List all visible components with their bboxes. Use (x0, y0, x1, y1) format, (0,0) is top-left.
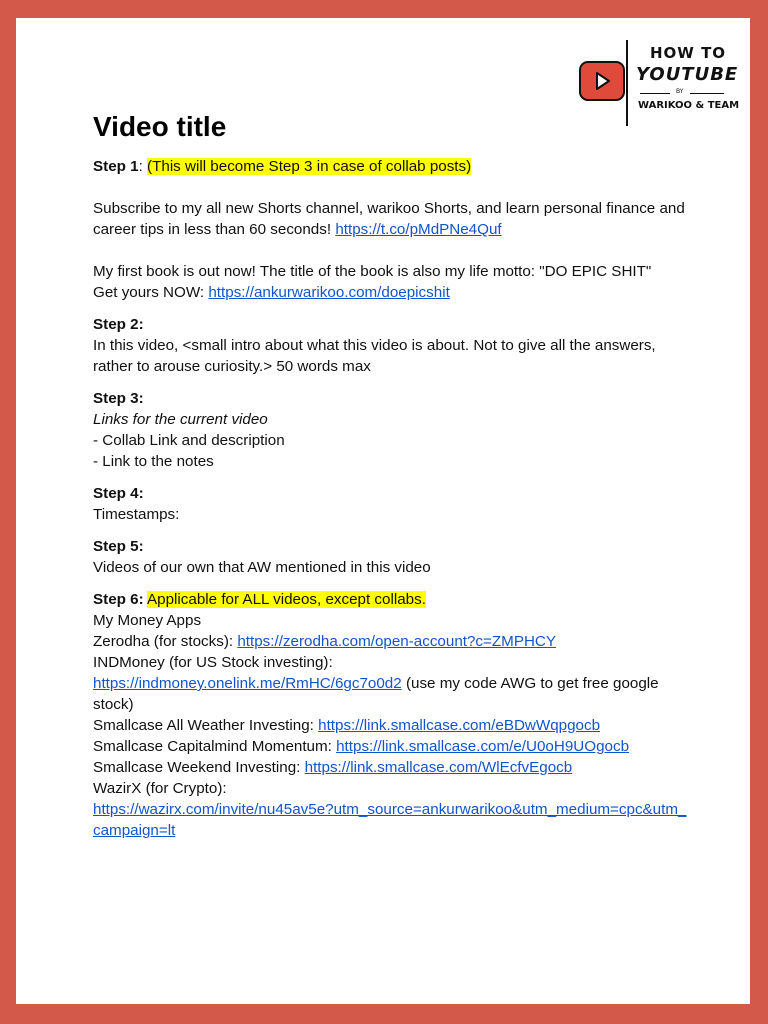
step5-block (93, 536, 693, 578)
smallcase-weather-label: Smallcase All Weather Investing: (93, 717, 314, 734)
video-title: Video title (93, 111, 227, 142)
shorts-link[interactable]: https://t.co/pMdPNe4Quf (335, 221, 502, 238)
indmoney-suffix: (use my code AWG to get free google stock) (93, 675, 659, 713)
logo-by: BY (676, 88, 684, 95)
smallcase-momentum-link[interactable]: https://link.smallcase.com/e/U0oH9UOgocb (336, 738, 630, 755)
step6-block (93, 589, 693, 841)
step1-book-paragraph (93, 261, 693, 303)
book-text: My first book is out now! The title of the book is also my life motto: "DO EPIC SHIT" (93, 263, 652, 280)
step4-label: Step 4: (93, 485, 144, 502)
step3-item-notes: - Link to the notes (93, 453, 214, 470)
step1-heading: Step 1: (This will become Step 3 in case of collab posts) (93, 158, 472, 175)
step2-text: In this video, <small intro about what this video is about. Not to give all the answers, rather to arouse curiosity.> 50 words max (93, 337, 656, 375)
document-page (16, 18, 750, 1004)
step1-note: (This will become Step 3 in case of collab posts) (147, 158, 472, 175)
money-apps-heading: My Money Apps (93, 612, 202, 629)
book-link[interactable]: https://ankurwarikoo.com/doepicshit (208, 284, 450, 301)
step6-label: Step 6: (93, 591, 144, 608)
step1-label: Step 1 (93, 158, 139, 175)
shorts-text: Subscribe to my all new Shorts channel, warikoo Shorts, and learn personal finance and career tips in less than 60 seconds! (93, 200, 685, 238)
step4-block (93, 483, 693, 525)
step3-block (93, 388, 693, 472)
wazirx-link[interactable]: https://wazirx.com/invite/nu45av5e?utm_source=ankurwarikoo&utm_medium=cpc&utm_campaign=lt (93, 801, 687, 839)
step2-label: Step 2: (93, 316, 144, 333)
smallcase-momentum-label: Smallcase Capitalmind Momentum: (93, 738, 332, 755)
step5-text: Videos of our own that AW mentioned in this video (93, 559, 431, 576)
step6-note: Applicable for ALL videos, except collabs. (147, 591, 426, 608)
step3-item-collab: - Collab Link and description (93, 432, 285, 449)
play-button-icon (578, 58, 626, 106)
logo-rule-right (690, 93, 724, 94)
step5-label: Step 5: (93, 538, 144, 555)
step3-label: Step 3: (93, 390, 144, 407)
logo-rule-left (640, 93, 670, 94)
logo-line2: YOUTUBE (636, 64, 739, 85)
smallcase-weekend-label: Smallcase Weekend Investing: (93, 759, 301, 776)
indmoney-link[interactable]: https://indmoney.onelink.me/RmHC/6gc7o0d2 (93, 675, 402, 692)
smallcase-weather-link[interactable]: https://link.smallcase.com/eBDwWqpgocb (318, 717, 601, 734)
document-content (93, 110, 693, 862)
book-get-text: Get yours NOW: (93, 284, 205, 301)
zerodha-link[interactable]: https://zerodha.com/open-account?c=ZMPHCY (237, 633, 557, 650)
logo-line1: HOW TO (650, 44, 727, 62)
wazirx-label: WazirX (for Crypto): (93, 780, 227, 797)
indmoney-label: INDMoney (for US Stock investing): (93, 654, 333, 671)
step4-text: Timestamps: (93, 506, 180, 523)
zerodha-label: Zerodha (for stocks): (93, 633, 234, 650)
step1-shorts-paragraph (93, 198, 693, 240)
logo-team: WARIKOO & TEAM (638, 100, 740, 111)
smallcase-weekend-link[interactable]: https://link.smallcase.com/WlEcfvEgocb (304, 759, 573, 776)
step2-block (93, 314, 693, 377)
step3-italic: Links for the current video (93, 411, 268, 428)
